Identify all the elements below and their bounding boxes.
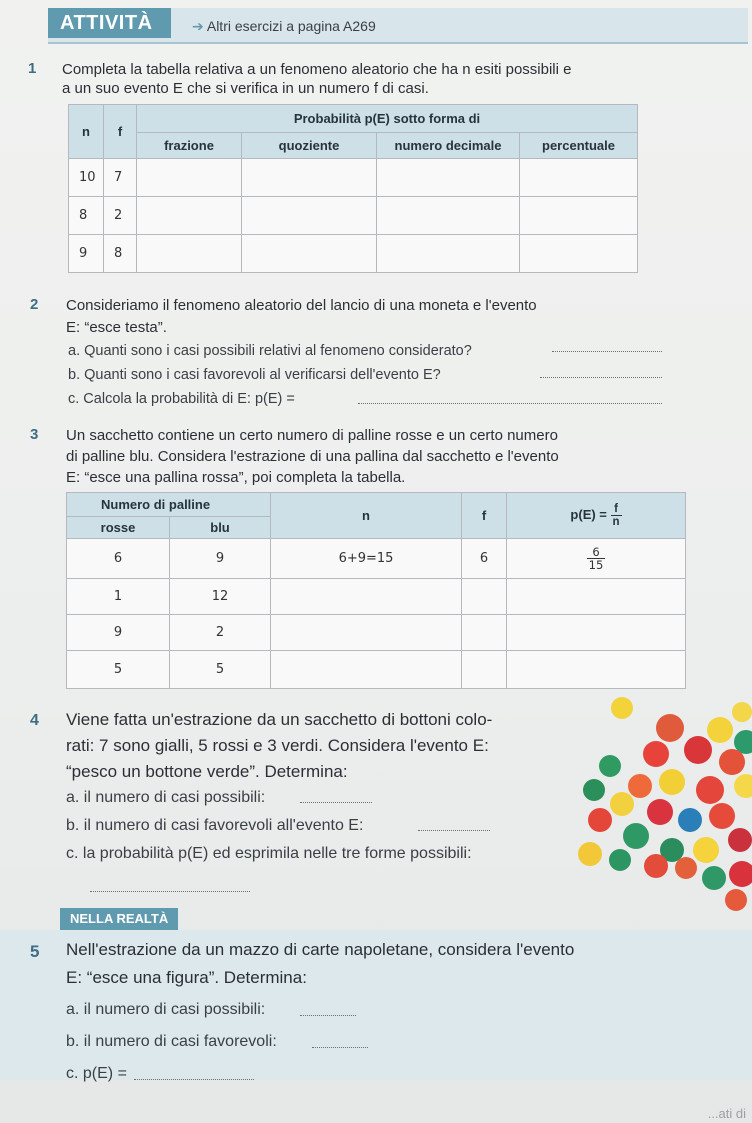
exercise-1-line-1: Completa la tabella relativa a un fenomeno aleatorio che ha n esiti possibili e (62, 61, 572, 78)
exercise-4-number: 4 (30, 712, 39, 729)
exercise-3-line-2: di palline blu. Considera l'estrazione di una pallina dal sacchetto e l'evento (66, 448, 559, 465)
header-p-label: p(E) = (570, 506, 607, 522)
header-decimal: numero decimale (377, 133, 520, 159)
cell-f-input[interactable] (462, 651, 507, 689)
colored-buttons-illustration (560, 690, 752, 920)
cell-f: 8 (104, 235, 137, 273)
cell-probability-input[interactable]: $\frac{6}{15}$ (507, 539, 686, 579)
exercise-3-number: 3 (30, 426, 39, 443)
table-row (67, 651, 686, 689)
cell-fraction-input[interactable] (137, 235, 242, 273)
header-fraction: frazione (137, 133, 242, 159)
cell-n-input[interactable]: 6+9=15 (271, 539, 462, 579)
exercise-2-question-b: b. Quanti sono i casi favorevoli al verificarsi dell'evento E? (68, 367, 441, 383)
section-tag: ATTIVITÀ (48, 8, 171, 38)
header-n: n (69, 105, 104, 159)
arrow-right-icon: ➔ (192, 18, 204, 34)
exercise-5-line-2: E: “esce una figura”. Determina: (66, 968, 307, 987)
exercise-4-line-1: Viene fatta un'estrazione da un sacchetto di bottoni colo- (66, 710, 493, 729)
exercise-2-line-2: E: “esce testa”. (66, 319, 167, 336)
cell-blue: 5 (170, 651, 271, 689)
cell-blue: 9 (170, 539, 271, 579)
table-row (69, 159, 638, 197)
cell-f: 2 (104, 197, 137, 235)
cell-probability-input[interactable] (507, 579, 686, 615)
cell-probability-input[interactable] (507, 651, 686, 689)
header-percentage: percentuale (520, 133, 638, 159)
exercise-2-question-c: c. Calcola la probabilità di E: p(E) = (68, 391, 295, 407)
exercise-2-question-a: a. Quanti sono i casi possibili relativi al fenomeno considerato? (68, 343, 472, 359)
cell-red: 9 (67, 615, 170, 651)
cell-quotient-input[interactable] (242, 235, 377, 273)
answer-line-2b[interactable] (540, 376, 662, 378)
cell-fraction-input[interactable] (137, 159, 242, 197)
cell-blue: 12 (170, 579, 271, 615)
exercise-5-line-1: Nell'estrazione da un mazzo di carte napoletane, considera l'evento (66, 940, 575, 959)
cell-n: 9 (69, 235, 104, 273)
button-icon-group (578, 697, 752, 911)
cell-probability-input[interactable] (507, 615, 686, 651)
cell-blue: 2 (170, 615, 271, 651)
exercise-2-line-1: Consideriamo il fenomeno aleatorio del lancio di una moneta e l'evento (66, 297, 537, 314)
cell-fraction-input[interactable] (137, 197, 242, 235)
exercise-5-question-c: c. p(E) = (66, 1065, 127, 1082)
exercise-5-question-a: a. il numero di casi possibili: (66, 1001, 266, 1018)
reference-text: Altri esercizi a pagina A269 (206, 18, 376, 34)
exercise-4-question-a: a. il numero di casi possibili: (66, 789, 266, 806)
cell-red: 6 (67, 539, 170, 579)
exercise-3-line-1: Un sacchetto contiene un certo numero di palline rosse e un certo numero (66, 427, 558, 444)
answer-line-4b[interactable] (418, 829, 490, 831)
cell-percentage-input[interactable] (520, 159, 638, 197)
cell-n-input[interactable] (271, 579, 462, 615)
header-probability (507, 493, 686, 539)
exercise-1-line-2: a un suo evento E che si verifica in un numero f di casi. (62, 80, 429, 97)
exercise-4-question-b: b. il numero di casi favorevoli all'evento E: (66, 817, 364, 834)
cell-f-input[interactable] (462, 615, 507, 651)
header-n: n (271, 493, 462, 539)
exercise-4-line-3: “pesco un bottone verde”. Determina: (66, 762, 348, 781)
exercise-5-question-b: b. il numero di casi favorevoli: (66, 1033, 277, 1050)
answer-line-5b[interactable] (312, 1046, 368, 1048)
table-row (67, 579, 686, 615)
exercise-3-line-3: E: “esce una pallina rossa”, poi completa la tabella. (66, 469, 406, 486)
exercise-1-table (68, 104, 638, 273)
exercise-2-number: 2 (30, 296, 39, 313)
cell-red: 5 (67, 651, 170, 689)
answer-line-2a[interactable] (552, 350, 662, 352)
answer-line-5c[interactable] (134, 1078, 254, 1080)
cell-percentage-input[interactable] (520, 197, 638, 235)
cell-f: 7 (104, 159, 137, 197)
real-life-tag: NELLA REALTÀ (60, 908, 178, 930)
exercise-1-number: 1 (28, 60, 37, 77)
header-probability-group: Probabilità p(E) sotto forma di (137, 105, 638, 133)
cell-n: 8 (69, 197, 104, 235)
cell-f-input[interactable]: 6 (462, 539, 507, 579)
header-quotient: quoziente (242, 133, 377, 159)
cell-n-input[interactable] (271, 651, 462, 689)
exercise-5-number: 5 (30, 942, 40, 961)
exercise-reference (192, 18, 376, 35)
cell-decimal-input[interactable] (377, 235, 520, 273)
exercise-3-table (66, 492, 686, 689)
cell-red: 1 (67, 579, 170, 615)
header-p-fraction: $\frac{f}{n}$ (612, 503, 620, 528)
cell-quotient-input[interactable] (242, 197, 377, 235)
page-corner-text: ...ati di (707, 1106, 746, 1121)
table-row (69, 235, 638, 273)
answer-line-2c[interactable] (358, 402, 662, 404)
table-row (67, 615, 686, 651)
cell-f-input[interactable] (462, 579, 507, 615)
cell-percentage-input[interactable] (520, 235, 638, 273)
header-red: rosse (67, 517, 170, 539)
answer-line-4a[interactable] (300, 801, 372, 803)
cell-decimal-input[interactable] (377, 159, 520, 197)
table-row (67, 539, 686, 579)
exercise-4-question-c: c. la probabilità p(E) ed esprimila nelle tre forme possibili: (66, 845, 472, 862)
table-row (69, 197, 638, 235)
header-blue: blu (170, 517, 271, 539)
answer-line-4c[interactable] (90, 890, 250, 892)
answer-line-5a[interactable] (300, 1014, 356, 1016)
header-f: f (462, 493, 507, 539)
cell-quotient-input[interactable] (242, 159, 377, 197)
header-f: f (104, 105, 137, 159)
cell-n-input[interactable] (271, 615, 462, 651)
cell-n: 10 (69, 159, 104, 197)
exercise-4-line-2: rati: 7 sono gialli, 5 rossi e 3 verdi. Considera l'evento E: (66, 736, 489, 755)
cell-decimal-input[interactable] (377, 197, 520, 235)
header-balls-group: Numero di palline (67, 493, 271, 517)
